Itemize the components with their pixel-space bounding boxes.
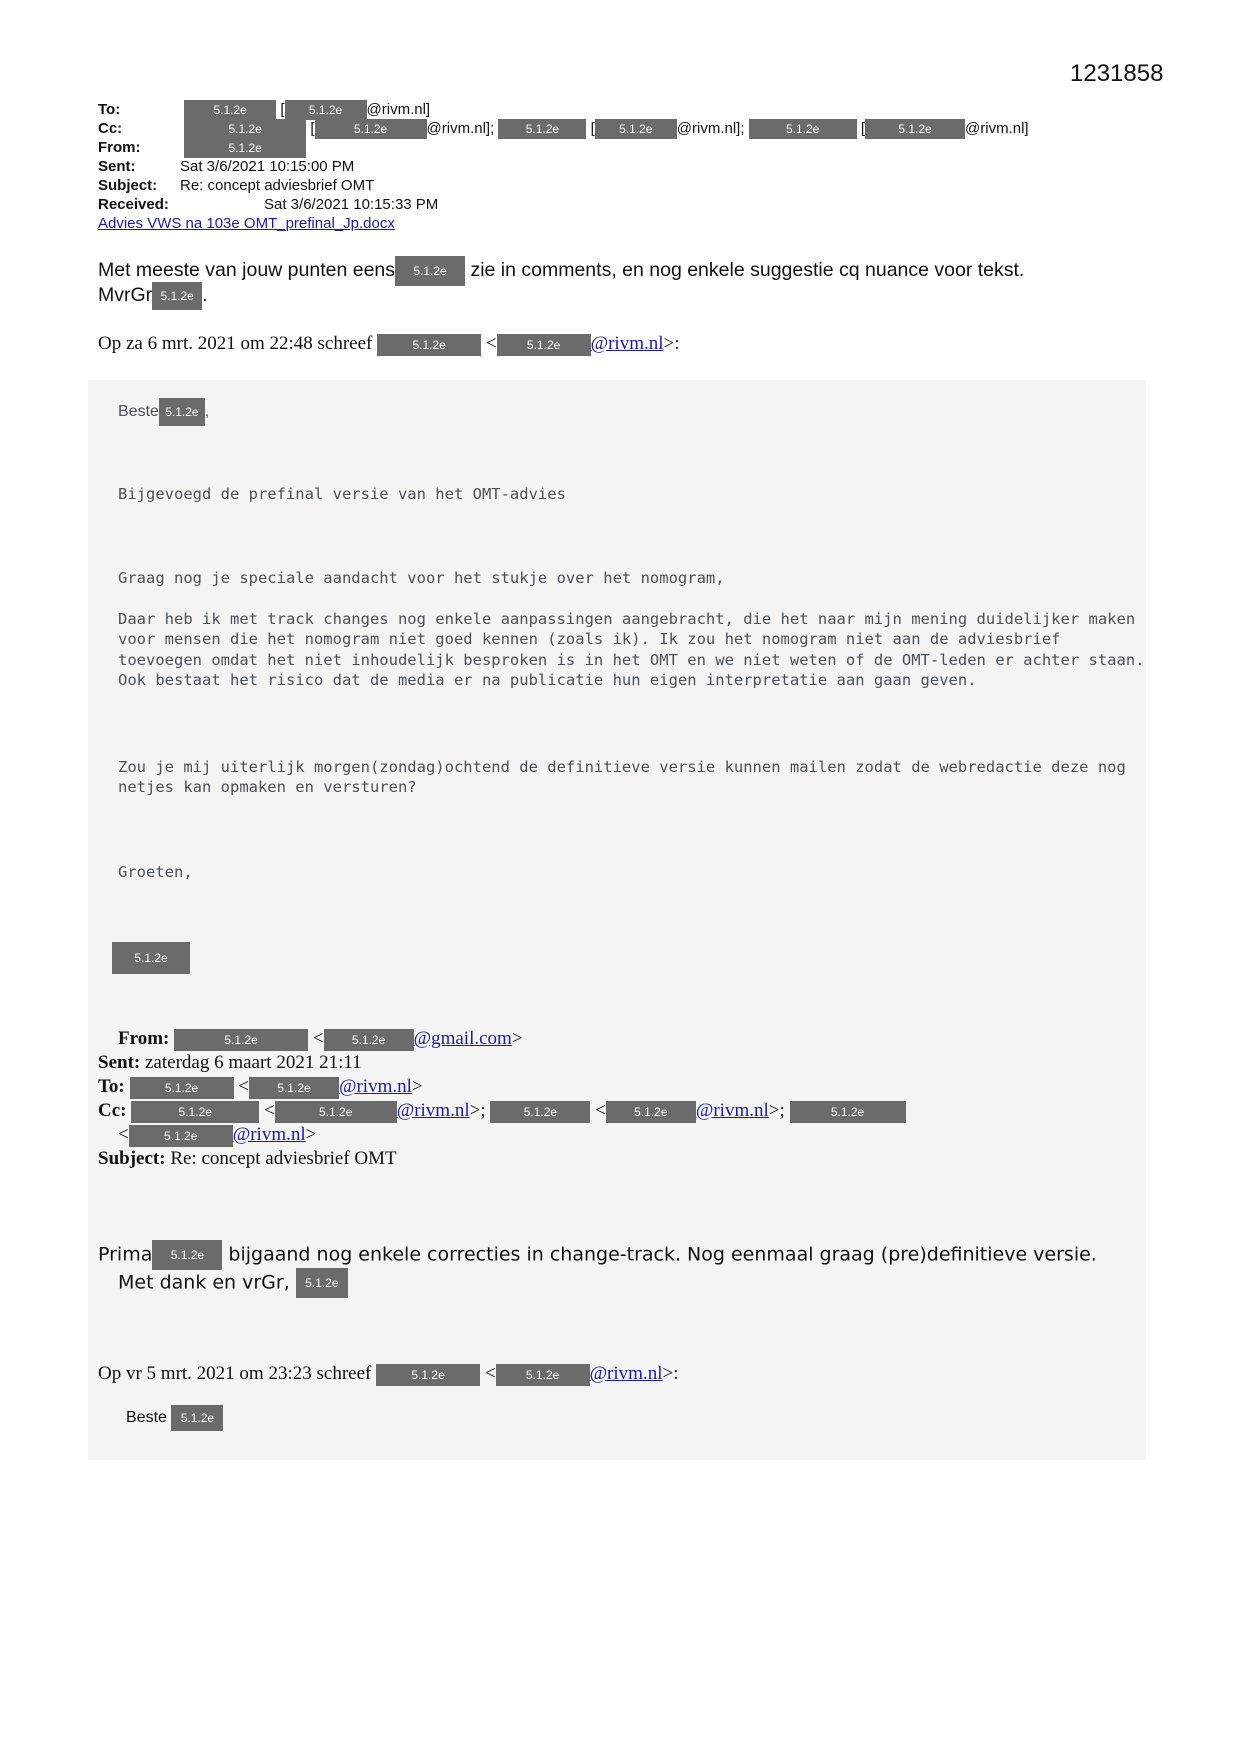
email-domain: @rivm.nl]; <box>676 120 745 137</box>
quote1-paragraph-3-line-1: Daar heb ik met track changes nog enkele aanpassingen aangebracht, die het naar mijn mening duidelijker maken <box>118 610 1136 628</box>
quote1-paragraph-2: Graag nog je speciale aandacht voor het stukje over het nomogram, <box>118 569 725 587</box>
received-value: Sat 3/6/2021 10:15:33 PM <box>264 196 439 213</box>
redaction: 5.1.2e <box>498 119 586 139</box>
redaction: 5.1.2e <box>497 334 591 356</box>
quote2-body-line-1: Prima 5.1.2e bijgaand nog enkele correcties in change-track. Nog eenmaal graag (pre)definitieve versie. <box>98 1240 1097 1270</box>
email-domain: @rivm.nl]; <box>426 120 495 137</box>
quote1-paragraph-1: Bijgevoegd de prefinal versie van het OMT-advies <box>118 485 566 503</box>
redaction: 5.1.2e <box>490 1101 590 1123</box>
quote3-greeting: Beste 5.1.2e <box>126 1405 223 1431</box>
header-cc-row: Cc: 5.1.2e [ 5.1.2e @rivm.nl]; 5.1.2e [ 5.1.2e @rivm.nl]; 5.1.2e [ 5.1.2e @rivm.nl] <box>98 119 1029 139</box>
redaction: 5.1.2e <box>131 1101 259 1123</box>
quote1-paragraph-3-line-2: voor mensen die het nomogram niet goed kennen (zoals ik). Ik zou het nomogram niet aan de adviesbrief <box>118 630 1061 648</box>
quote1-signature <box>112 942 190 974</box>
redaction: 5.1.2e <box>749 119 857 139</box>
redaction: 5.1.2e <box>324 1029 414 1051</box>
email-link[interactable]: @rivm.nl <box>695 1100 769 1121</box>
attachment-row <box>98 214 395 233</box>
redaction: 5.1.2e <box>129 1125 233 1147</box>
received-label: Received: <box>98 196 169 213</box>
to-label: To: <box>98 101 121 118</box>
sent-label: Sent: <box>98 158 136 175</box>
redaction: 5.1.2e <box>376 1364 480 1386</box>
header-sent-row <box>98 157 354 176</box>
header-from-row <box>98 138 306 158</box>
redaction: 5.1.2e <box>395 256 465 286</box>
redaction: 5.1.2e <box>174 1029 308 1051</box>
quote1-paragraph-3-line-4: Ook bestaat het risico dat de media er na publicatie hun eigen interpretatie aan gaan geven. <box>118 671 977 689</box>
quote2-cc-row: Cc: 5.1.2e < 5.1.2e @rivm.nl>; 5.1.2e < 5.1.2e @rivm.nl>; 5.1.2e <box>98 1099 906 1123</box>
header-subject-row <box>98 176 374 195</box>
quote2-subject-row: Subject: Re: concept adviesbrief OMT <box>98 1148 397 1169</box>
quote1-intro: Op za 6 mrt. 2021 om 22:48 schreef 5.1.2e < 5.1.2e @rivm.nl>: <box>98 333 680 354</box>
cc-label: Cc: <box>98 120 123 137</box>
redaction: 5.1.2e <box>496 1364 590 1386</box>
redaction: 5.1.2e <box>296 1268 348 1298</box>
redaction: 5.1.2e <box>790 1101 906 1123</box>
quote1-paragraph-4-line-1: Zou je mij uiterlijk morgen(zondag)ochtend de definitieve versie kunnen mailen zodat de webredactie deze nog <box>118 758 1126 776</box>
redaction: 5.1.2e <box>249 1077 339 1099</box>
redaction: 5.1.2e <box>130 1077 234 1099</box>
email-link[interactable]: @rivm.nl <box>232 1124 306 1145</box>
redaction: 5.1.2e <box>377 334 481 356</box>
email-link[interactable]: @rivm.nl <box>589 1363 663 1384</box>
attachment-link[interactable]: Advies VWS na 103e OMT_prefinal_Jp.docx <box>98 215 395 232</box>
reply-line-1: Met meeste van jouw punten eens 5.1.2e zie in comments, en nog enkele suggestie cq nuance voor tekst. <box>98 256 1024 286</box>
redaction: 5.1.2e <box>184 119 306 139</box>
quote1-closing: Groeten, <box>118 863 193 881</box>
redaction: 5.1.2e <box>595 119 677 139</box>
email-domain: @rivm.nl] <box>965 120 1029 137</box>
redaction: 5.1.2e <box>184 138 306 158</box>
subject-label: Subject: <box>98 177 158 194</box>
email-link[interactable]: @gmail.com <box>413 1028 512 1049</box>
from-label: From: <box>98 139 141 156</box>
redaction: 5.1.2e <box>171 1405 223 1431</box>
email-domain: @rivm.nl] <box>366 101 431 118</box>
quote2-body-line-2: Met dank en vrGr, 5.1.2e <box>118 1268 348 1298</box>
quote3-intro: Op vr 5 mrt. 2021 om 23:23 schreef 5.1.2e < 5.1.2e @rivm.nl>: <box>98 1363 679 1384</box>
redaction: 5.1.2e <box>152 1240 222 1270</box>
quote1-paragraph-4-line-2: netjes kan opmaken en versturen? <box>118 778 417 796</box>
reply-line-2: MvrGr 5.1.2e . <box>98 282 208 310</box>
redaction: 5.1.2e <box>606 1101 696 1123</box>
redaction: 5.1.2e <box>275 1101 397 1123</box>
quote2-sent-row: Sent: zaterdag 6 maart 2021 21:11 <box>98 1052 362 1073</box>
email-link[interactable]: @rivm.nl <box>590 333 664 354</box>
header-received-row <box>98 195 438 214</box>
redaction: 5.1.2e <box>285 100 367 120</box>
redaction: 5.1.2e <box>184 100 276 120</box>
redaction: 5.1.2e <box>152 282 202 310</box>
redaction: 5.1.2e <box>315 119 427 139</box>
subject-value: Re: concept adviesbrief OMT <box>180 177 375 194</box>
email-link[interactable]: @rivm.nl <box>338 1076 412 1097</box>
sent-value: Sat 3/6/2021 10:15:00 PM <box>180 158 355 175</box>
quote1-paragraph-3-line-3: toevoegen omdat het niet inhoudelijk besproken is in het OMT en we niet weten of de OMT-leden er achter staan. <box>118 651 1145 669</box>
quote2-to-row: To: 5.1.2e < 5.1.2e @rivm.nl> <box>98 1076 423 1097</box>
redaction: 5.1.2e <box>112 942 190 974</box>
quote2-cc-row-2: < 5.1.2e @rivm.nl> <box>118 1124 317 1145</box>
quoted-area <box>88 380 1146 1460</box>
header-to-row: To: 5.1.2e [ 5.1.2e @rivm.nl] <box>98 100 430 120</box>
quote1-greeting: Beste 5.1.2e , <box>118 398 209 426</box>
document-number: 1231858 <box>1070 60 1164 87</box>
email-link[interactable]: @rivm.nl <box>396 1100 470 1121</box>
quote2-from-row: From: 5.1.2e < 5.1.2e @gmail.com> <box>118 1028 523 1049</box>
redaction: 5.1.2e <box>159 398 205 426</box>
redaction: 5.1.2e <box>865 119 965 139</box>
